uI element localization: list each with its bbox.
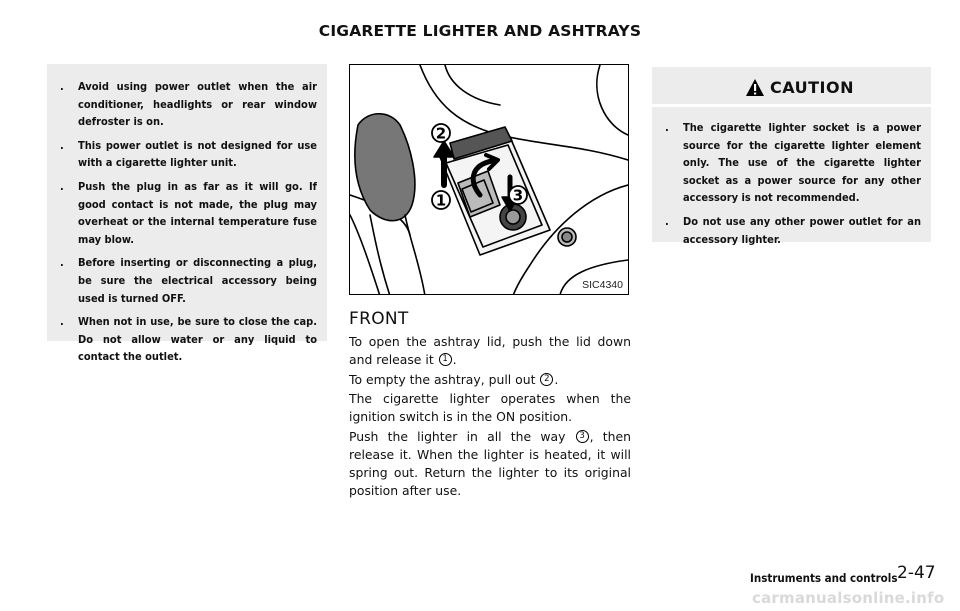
list-item bbox=[57, 78, 317, 131]
p4-text: Push the lighter in all the way bbox=[349, 429, 566, 444]
caution-header bbox=[652, 67, 931, 107]
callout-3 bbox=[509, 186, 527, 205]
list-item bbox=[662, 119, 921, 207]
callout-ref-2: 2 bbox=[540, 373, 553, 386]
bullet-text: The cigarette lighter socket is a power source for the cigarette lighter element only. The use of the cigarette lighter socket as a power source for any other accessory is not recommended. bbox=[683, 121, 921, 205]
bullet-mark: . bbox=[60, 256, 64, 270]
caution-bullet-list bbox=[652, 107, 931, 248]
ashtray-lighter-illustration bbox=[349, 64, 629, 295]
power-outlet-bullet-list bbox=[47, 64, 327, 366]
front-paragraph-3: The cigarette lighter operates when the ignition switch is in the ON position. bbox=[349, 391, 631, 424]
bullet-text: This power outlet is not designed for use with a cigarette lighter unit. bbox=[78, 138, 317, 170]
section-title-front: FRONT bbox=[349, 309, 409, 329]
front-paragraph-1 bbox=[349, 333, 631, 369]
p4-end: , then release it. When the lighter is heated, it will spring out. Return the lighter to its original position after use. bbox=[349, 429, 631, 498]
callout-3-label: 3 bbox=[512, 186, 524, 205]
p2-text: To empty the ashtray, pull out bbox=[349, 372, 536, 387]
front-paragraph-2 bbox=[349, 371, 631, 389]
watermark: carmanualsonline.info bbox=[752, 589, 945, 607]
console-drawing bbox=[350, 65, 629, 295]
bullet-text: Before inserting or disconnecting a plug, be sure the electrical accessory being used is turned OFF. bbox=[78, 256, 317, 305]
p1-end: . bbox=[452, 352, 457, 367]
bullet-mark: . bbox=[60, 315, 64, 329]
callout-1 bbox=[432, 191, 450, 210]
page-number: 2-47 bbox=[897, 563, 936, 583]
page-header: CIGARETTE LIGHTER AND ASHTRAYS bbox=[318, 22, 642, 40]
bullet-text: When not in use, be sure to close the cap. Do not allow water or any liquid to contact the outlet. bbox=[78, 315, 317, 364]
list-item bbox=[57, 178, 317, 248]
bullet-mark: . bbox=[60, 138, 64, 152]
callout-1-label: 1 bbox=[435, 191, 447, 210]
bullet-mark: . bbox=[665, 214, 669, 228]
list-item bbox=[57, 137, 317, 172]
p2-end: . bbox=[554, 372, 559, 387]
callout-2 bbox=[432, 124, 450, 143]
list-item bbox=[57, 313, 317, 366]
bullet-mark: . bbox=[60, 80, 64, 93]
p1-text: To open the ashtray lid, push the lid down and release it bbox=[349, 334, 631, 367]
bullet-text: Push the plug in as far as it will go. If good contact is not made, the plug may overheat or the internal temperature fuse may blow. bbox=[78, 179, 317, 246]
power-outlet-notes bbox=[47, 64, 327, 364]
figure-code: SIC4340 bbox=[582, 279, 623, 291]
bullet-mark: . bbox=[60, 179, 64, 193]
callout-2-label: 2 bbox=[435, 124, 447, 143]
caution-box bbox=[652, 67, 931, 246]
bullet-text: Do not use any other power outlet for an accessory lighter. bbox=[683, 214, 921, 246]
caution-title: CAUTION bbox=[770, 78, 854, 97]
bullet-text: Avoid using power outlet when the air conditioner, headlights or rear window defroster is on. bbox=[78, 80, 317, 129]
list-item bbox=[662, 213, 921, 248]
list-item bbox=[57, 254, 317, 307]
bullet-mark: . bbox=[665, 121, 669, 134]
callout-ref-1: 1 bbox=[439, 353, 452, 366]
warning-triangle-icon bbox=[745, 78, 765, 97]
callout-ref-3: 3 bbox=[576, 430, 589, 443]
footer-section-title: Instruments and controls bbox=[750, 571, 898, 585]
front-paragraph-4 bbox=[349, 428, 631, 500]
